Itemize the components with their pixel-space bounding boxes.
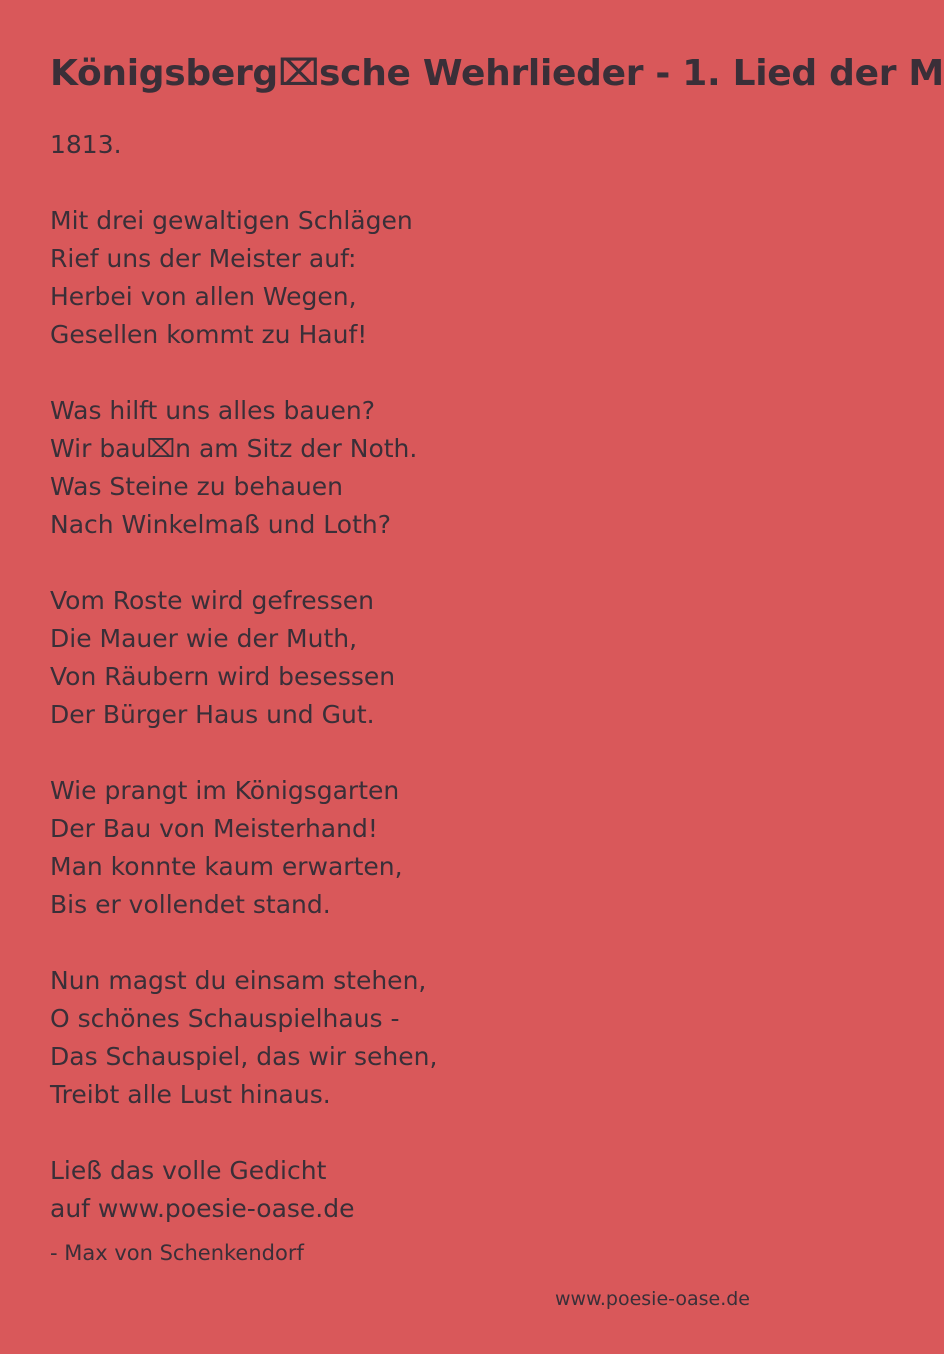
author-credit: - Max von Schenkendorf <box>50 1241 304 1265</box>
poem-line: Man konnte kaum erwarten, <box>50 852 403 881</box>
poem-line: Nun magst du einsam stehen, <box>50 966 427 995</box>
poem-line: O schönes Schauspielhaus - <box>50 1004 400 1033</box>
poem-line: Gesellen kommt zu Hauf! <box>50 320 368 349</box>
poem-line: Vom Roste wird gefressen <box>50 586 374 615</box>
poem-line: Das Schauspiel, das wir sehen, <box>50 1042 438 1071</box>
poem-line: Die Mauer wie der Muth, <box>50 624 358 653</box>
stanza-break <box>50 354 750 392</box>
poem-line: Wir bau⌧n am Sitz der Noth. <box>50 434 418 463</box>
poem-line: Nach Winkelmaß und Loth? <box>50 510 392 539</box>
stanza-break <box>50 544 750 582</box>
poem-line: Rief uns der Meister auf: <box>50 244 357 273</box>
poem-line: Mit drei gewaltigen Schlägen <box>50 206 413 235</box>
poem-line: Wie prangt im Königsgarten <box>50 776 400 805</box>
poem-line: Was Steine zu behauen <box>50 472 343 501</box>
poem-line: Von Räubern wird besessen <box>50 662 396 691</box>
poem-title: Königsberg⌧sche Wehrlieder - 1. Lied der M <box>50 53 944 94</box>
stanza-break <box>50 1114 750 1152</box>
read-more-line: Ließ das volle Gedicht <box>50 1156 327 1185</box>
poem-line: Was hilft uns alles bauen? <box>50 396 376 425</box>
poem-line: Der Bürger Haus und Gut. <box>50 700 375 729</box>
poem-line: Herbei von allen Wegen, <box>50 282 357 311</box>
stanza-break <box>50 164 750 202</box>
poem-line: Bis er vollendet stand. <box>50 890 331 919</box>
poem-line: Der Bau von Meisterhand! <box>50 814 378 843</box>
stanza-break <box>50 924 750 962</box>
poem-body <box>50 126 750 1228</box>
poem-line: 1813. <box>50 130 122 159</box>
stanza-break <box>50 734 750 772</box>
poem-line: Treibt alle Lust hinaus. <box>50 1080 331 1109</box>
read-more-link[interactable]: auf www.poesie-oase.de <box>50 1194 355 1223</box>
site-watermark: www.poesie-oase.de <box>554 1288 750 1310</box>
